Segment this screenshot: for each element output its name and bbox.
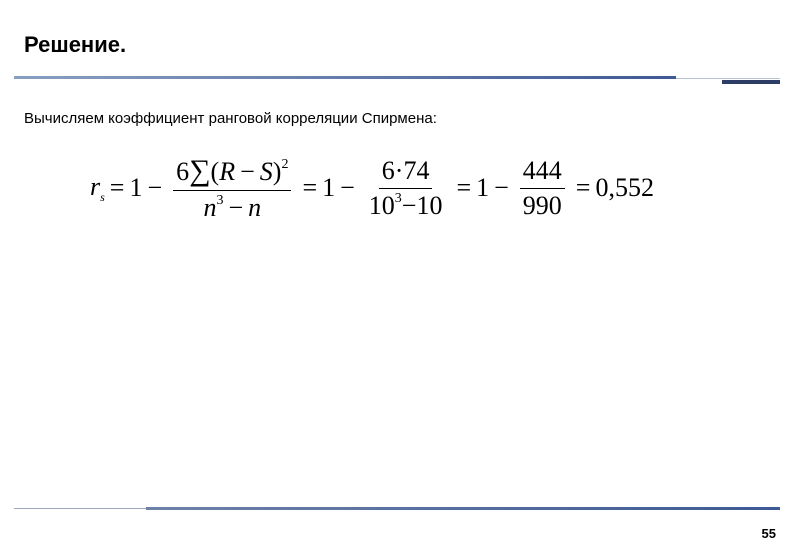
- rank-r: R: [219, 157, 236, 187]
- numeric-numerator: 444: [520, 157, 565, 188]
- substituted-denominator: [366, 189, 446, 219]
- numerator-coefficient: 6: [176, 157, 190, 187]
- title-divider-tail: [676, 78, 780, 79]
- minus-sign-2: −: [340, 173, 355, 202]
- footer-divider: [146, 507, 780, 510]
- denominator-base: 10: [368, 190, 395, 220]
- denominator-n-2: n: [248, 192, 262, 222]
- spearman-formula: [90, 152, 654, 224]
- open-paren: (: [210, 157, 220, 187]
- numeric-fraction: [520, 157, 565, 219]
- lhs-variable: r: [90, 171, 101, 201]
- sigma-symbol: ∑: [189, 154, 211, 188]
- equals-sign-4: =: [575, 173, 591, 202]
- formula-result: 0,552: [595, 173, 654, 202]
- denominator-rest: −10: [401, 190, 443, 220]
- rank-minus: −: [240, 157, 255, 187]
- denominator-n: n: [203, 192, 217, 222]
- spearman-fraction: [173, 155, 291, 221]
- rank-s: S: [259, 157, 273, 187]
- equals-sign-2: =: [302, 173, 318, 202]
- square-exponent: 2: [281, 157, 289, 173]
- one-1: 1: [129, 173, 143, 202]
- one-3: 1: [476, 173, 490, 202]
- minus-sign-1: −: [147, 173, 163, 202]
- equals-sign-3: =: [456, 173, 472, 202]
- denominator-minus: −: [228, 192, 244, 222]
- substituted-numerator: 6·74: [379, 157, 433, 188]
- title-divider-accent: [722, 80, 780, 84]
- formula-lhs: [90, 172, 105, 205]
- cube-exponent: 3: [216, 192, 224, 208]
- title-divider: [14, 76, 676, 79]
- substituted-fraction: [366, 157, 446, 219]
- one-2: 1: [322, 173, 336, 202]
- slide-title: Решение.: [24, 32, 127, 57]
- fraction-denominator: [200, 191, 264, 221]
- footer-divider-left: [14, 508, 146, 509]
- page-number: 55: [761, 526, 776, 541]
- equals-sign-1: =: [109, 173, 125, 202]
- lhs-subscript: s: [100, 189, 105, 204]
- numeric-denominator: 990: [522, 190, 562, 220]
- denominator-exponent: 3: [394, 190, 402, 206]
- fraction-numerator: [173, 155, 291, 191]
- intro-text: Вычисляем коэффициент ранговой корреляции Спирмена:: [24, 110, 437, 127]
- close-paren: ): [272, 157, 282, 187]
- minus-sign-3: −: [494, 173, 509, 202]
